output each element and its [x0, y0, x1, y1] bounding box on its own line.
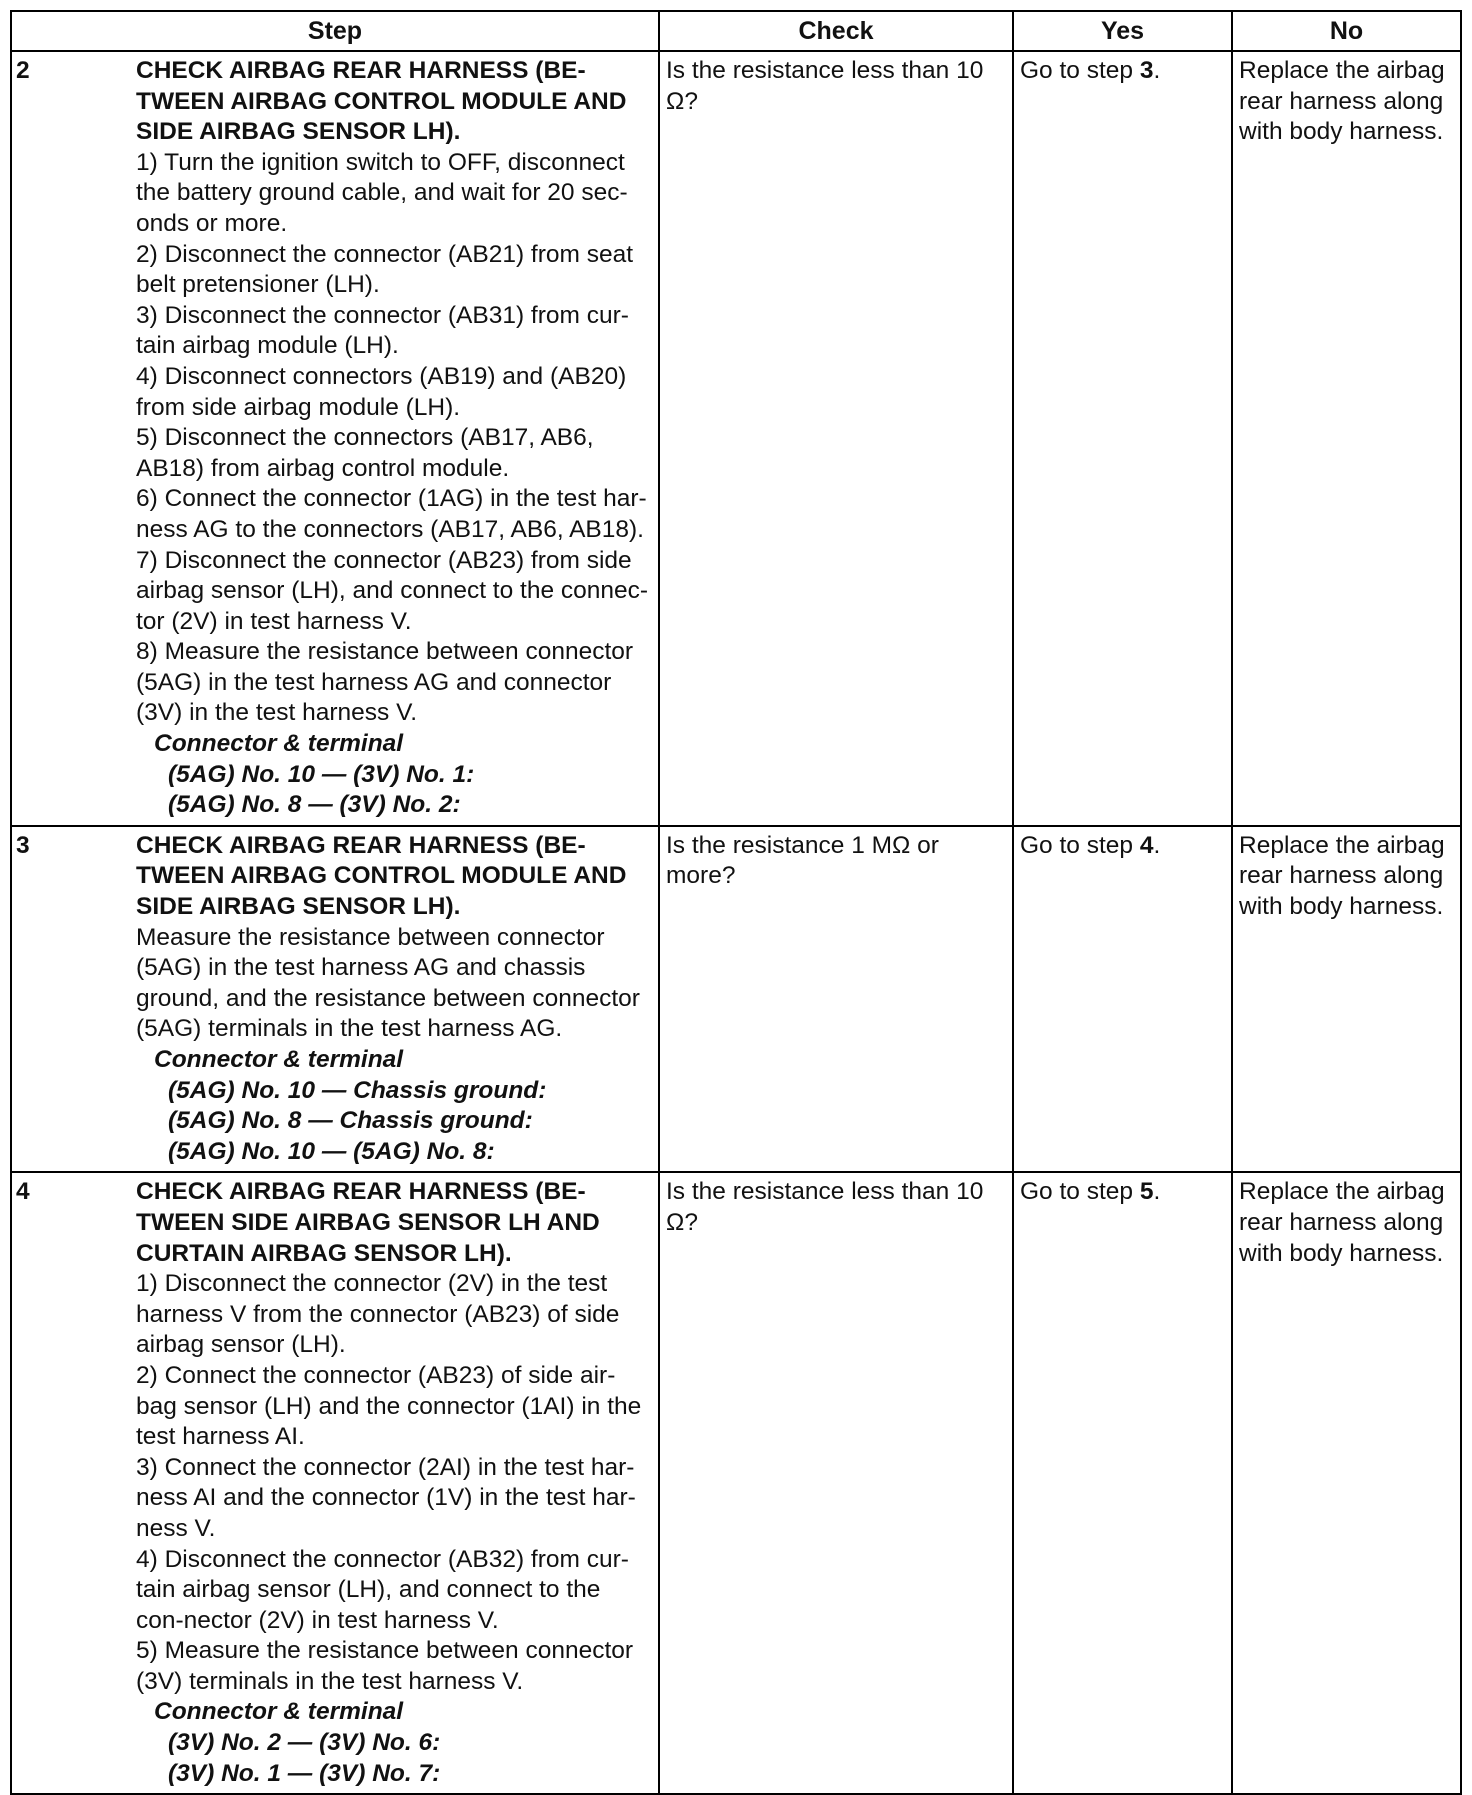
procedure-document [10, 10, 1460, 1795]
header-step: Step [11, 11, 659, 51]
connector-terminal-heading: Connector & terminal [154, 730, 404, 758]
check-cell: Is the resistance 1 MΩ or more? [659, 826, 1013, 1173]
header-check: Check [659, 11, 1013, 51]
yes-suffix: . [1153, 1178, 1161, 1206]
step-instruction: 6) Connect the connector (1AG) in the test har-ness AG to the connectors (AB17, AB6, AB18). [136, 485, 647, 543]
yes-step-number: 3 [1139, 57, 1154, 84]
yes-suffix: . [1153, 831, 1161, 859]
step-cell [11, 826, 659, 1173]
step-title: CHECK AIRBAG REAR HARNESS (BE-TWEEN AIRBAG CONTROL MODULE AND SIDE AIRBAG SENSOR LH). [136, 57, 627, 146]
step-instruction: 8) Measure the resistance between connector (5AG) in the test harness AG and connector (3V) in the test harness V. [136, 638, 634, 727]
step-title: CHECK AIRBAG REAR HARNESS (BE-TWEEN AIRBAG CONTROL MODULE AND SIDE AIRBAG SENSOR LH). [136, 831, 627, 921]
connector-terminal-line: (3V) No. 2 — (3V) No. 6: [168, 1729, 441, 1757]
check-cell: Is the resistance less than 10 Ω? [659, 1172, 1013, 1794]
yes-prefix: Go to step [1020, 57, 1140, 84]
connector-terminal-line: (5AG) No. 10 — (5AG) No. 8: [168, 1137, 495, 1165]
step-instruction: 1) Disconnect the connector (2V) in the test harness V from the connector (AB23) of side airbag sensor (LH). [136, 1270, 620, 1359]
yes-cell [1013, 1172, 1232, 1794]
yes-step-number: 5 [1139, 1178, 1154, 1206]
diagnostic-table [10, 10, 1462, 1795]
step-instruction: 2) Disconnect the connector (AB21) from seat belt pretensioner (LH). [136, 240, 634, 299]
connector-terminal-line: (5AG) No. 10 — (3V) No. 1: [168, 760, 475, 788]
no-cell: Replace the airbag rear harness along with body harness. [1232, 51, 1461, 826]
yes-cell [1013, 826, 1232, 1173]
yes-prefix: Go to step [1020, 1178, 1140, 1206]
yes-step-number: 4 [1139, 831, 1154, 859]
connector-terminal-line: (5AG) No. 10 — Chassis ground: [168, 1076, 547, 1104]
connector-terminal-line: (5AG) No. 8 — Chassis ground: [168, 1107, 533, 1135]
step-title: CHECK AIRBAG REAR HARNESS (BE-TWEEN SIDE AIRBAG SENSOR LH AND CURTAIN AIRBAG SENSOR LH). [136, 1178, 600, 1267]
step-instruction: 5) Disconnect the connectors (AB17, AB6, AB18) from airbag control module. [136, 424, 594, 482]
table-row [11, 51, 1461, 826]
step-instruction: 4) Disconnect the connector (AB32) from cur-tain airbag sensor (LH), and connect to the con-nector (2V) in test harness V. [136, 1545, 629, 1634]
step-instruction: 4) Disconnect connectors (AB19) and (AB20) from side airbag module (LH). [136, 362, 627, 421]
step-instruction: 3) Connect the connector (2AI) in the test har-ness AI and the connector (1V) in the test har-ness V. [136, 1453, 636, 1542]
step-number: 4 [16, 1178, 30, 1206]
step-intro: Measure the resistance between connector (5AG) in the test harness AG and chassis ground, and the resistance between connector (5AG) terminals in the test harness AG. [136, 923, 640, 1043]
table-row [11, 826, 1461, 1173]
step-number: 2 [16, 57, 30, 84]
step-instruction: 2) Connect the connector (AB23) of side air-bag sensor (LH) and the connector (1AI) in the test harness AI. [136, 1361, 642, 1451]
step-instruction: 3) Disconnect the connector (AB31) from cur-tain airbag module (LH). [136, 301, 629, 360]
step-number: 3 [16, 831, 30, 859]
no-cell: Replace the airbag rear harness along with body harness. [1232, 826, 1461, 1173]
connector-terminal-heading: Connector & terminal [154, 1046, 404, 1073]
connector-terminal-line: (5AG) No. 8 — (3V) No. 2: [168, 791, 461, 819]
connector-terminal-heading: Connector & terminal [154, 1698, 404, 1726]
connector-terminal-line: (3V) No. 1 — (3V) No. 7: [168, 1759, 441, 1787]
yes-suffix: . [1153, 57, 1161, 84]
no-cell: Replace the airbag rear harness along with body harness. [1232, 1172, 1461, 1794]
step-body [136, 1177, 652, 1789]
step-instruction: 7) Disconnect the connector (AB23) from side airbag sensor (LH), and connect to the connec-tor (2V) in test harness V. [136, 546, 649, 635]
step-cell [11, 1172, 659, 1794]
yes-cell [1013, 51, 1232, 826]
step-body [136, 56, 652, 821]
check-cell: Is the resistance less than 10 Ω? [659, 51, 1013, 826]
yes-prefix: Go to step [1020, 831, 1140, 859]
header-no: No [1232, 11, 1461, 51]
step-body [136, 831, 652, 1168]
header-yes: Yes [1013, 11, 1232, 51]
step-instruction: 1) Turn the ignition switch to OFF, disconnect the battery ground cable, and wait for 20 sec-onds or more. [136, 148, 628, 237]
table-header-row [11, 11, 1461, 51]
table-body [11, 51, 1461, 1794]
step-instruction: 5) Measure the resistance between connector (3V) terminals in the test harness V. [136, 1637, 634, 1695]
table-row [11, 1172, 1461, 1794]
step-cell [11, 51, 659, 826]
